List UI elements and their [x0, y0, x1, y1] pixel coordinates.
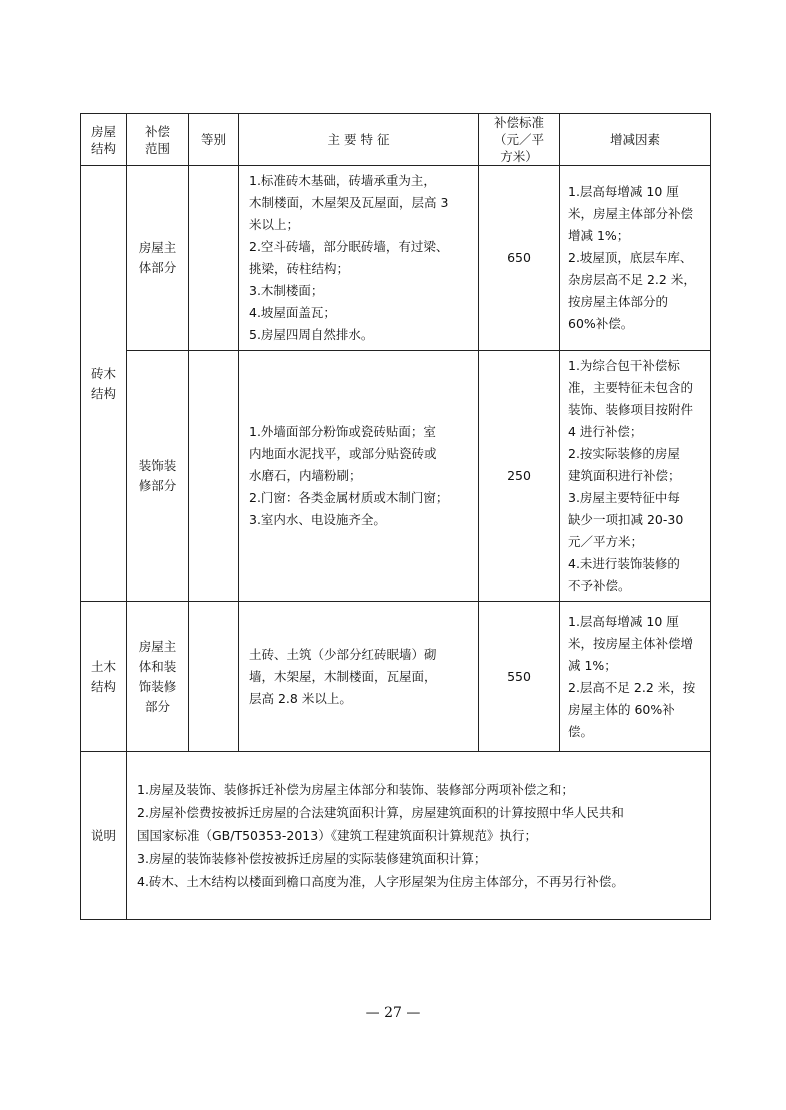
- grade-cell: [189, 351, 239, 602]
- header-factors: 增减因素: [560, 114, 711, 166]
- grade-cell: [189, 166, 239, 351]
- table-row: [81, 351, 711, 602]
- scope-cell: 房屋主 体和装 饰装修 部分: [127, 602, 189, 752]
- header-structure: 房屋 结构: [81, 114, 127, 166]
- header-features: 主 要 特 征: [239, 114, 479, 166]
- header-standard: 补偿标准 （元／平 方米）: [479, 114, 560, 166]
- grade-cell: [189, 602, 239, 752]
- features-cell: 1.外墙面部分粉饰或瓷砖贴面；室 内地面水泥找平，或部分贴瓷砖或 水磨石，内墙粉刷； 2.门窗：各类金属材质或木制门窗； 3.室内水、电设施齐全。: [239, 351, 479, 602]
- standard-cell: 250: [479, 351, 560, 602]
- structure-cell-earth-wood: 土木 结构: [81, 602, 127, 752]
- factors-cell: 1.层高每增减 10 厘 米，房屋主体部分补偿 增减 1%； 2.坡屋顶，底层车库、 杂房层高不足 2.2 米， 按房屋主体部分的 60%补偿。: [560, 166, 711, 351]
- scope-cell: 装饰装 修部分: [127, 351, 189, 602]
- table-row: [81, 166, 711, 351]
- factors-cell: 1.层高每增减 10 厘 米，按房屋主体补偿增 减 1%； 2.层高不足 2.2 米，按 房屋主体的 60%补 偿。: [560, 602, 711, 752]
- header-row: [81, 114, 711, 166]
- scope-cell: 房屋主 体部分: [127, 166, 189, 351]
- page-number: — 27 —: [365, 1005, 421, 1021]
- header-scope: 补偿 范围: [127, 114, 189, 166]
- notes-label: 说明: [81, 752, 127, 920]
- standard-cell: 650: [479, 166, 560, 351]
- notes-content: 1.房屋及装饰、装修拆迁补偿为房屋主体部分和装饰、装修部分两项补偿之和； 2.房屋补偿费按被拆迁房屋的合法建筑面积计算，房屋建筑面积的计算按照中华人民共和 国国家标准（GB/T50353-2013）《建筑工程建筑面积计算规范》执行； 3.房屋的装饰装修补偿按被拆迁房屋的实际装修建筑面积计算； 4.砖木、土木结构以楼面到檐口高度为准，人字形屋架为住房主体部分，不再另行补偿。: [127, 752, 711, 920]
- structure-cell-brick-wood: 砖木 结构: [81, 166, 127, 602]
- features-cell: 1.标准砖木基础，砖墙承重为主， 木制楼面，木屋架及瓦屋面，层高 3 米以上； 2.空斗砖墙，部分眠砖墙，有过梁、 挑梁，砖柱结构； 3.木制楼面； 4.坡屋面盖瓦； 5.房屋四周自然排水。: [239, 166, 479, 351]
- notes-row: [81, 752, 711, 920]
- compensation-table: [80, 113, 711, 920]
- standard-cell: 550: [479, 602, 560, 752]
- features-cell: 土砖、土筑（少部分红砖眠墙）砌 墙，木架屋，木制楼面，瓦屋面， 层高 2.8 米以上。: [239, 602, 479, 752]
- factors-cell: 1.为综合包干补偿标 准，主要特征未包含的 装饰、装修项目按附件 4 进行补偿； 2.按实际装修的房屋 建筑面积进行补偿； 3.房屋主要特征中每 缺少一项扣减 20-30 元／平方米； 4.未进行装饰装修的 不予补偿。: [560, 351, 711, 602]
- header-grade: 等别: [189, 114, 239, 166]
- table-row: [81, 602, 711, 752]
